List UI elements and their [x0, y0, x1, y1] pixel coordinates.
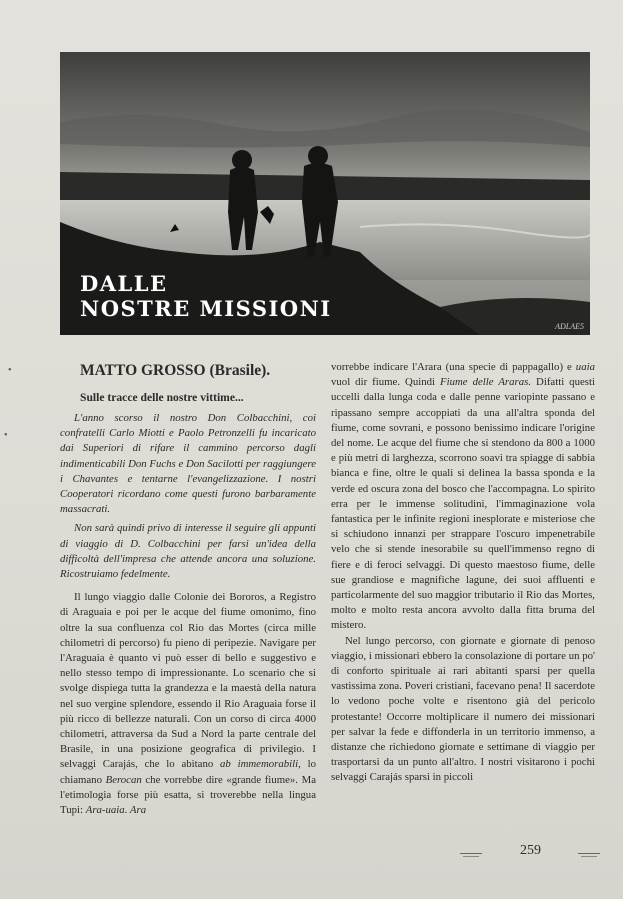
article-subtitle: Sulle tracce delle nostre vittime...	[80, 391, 244, 404]
banner-line-1: DALLE	[80, 271, 168, 296]
text-run: Difatti questi uccelli dalla lunga coda e dalle penne variopinte passano e ripassano sempre accoppiati da una all'altra sponda del fiume, come sovrani, e possono benissimo indicare l'origine del nome. Le acque del fiume che si stendono da 800 a 1000 e più metri di larghezza, scorrono soavi tra spiagge di sabbia bianca e fine, oltre le quali si delinea la bassa sponda e la verde ed oscura zona del bosco che l'accompagna. Lo spirito erra per le immense solitudini, l'immaginazione vola fantastica per le infinite regioni inesplorate e misteriose che si schiudono innanzi per strappare l'oscuro impenetrabile velo che si stende inesorabile su quell'immenso regno di fiere e di feroci selvaggi. Di questo maestoso fiume, delle sue grandiose e magnifiche lagune, dei suoi affluenti e particolarmente del suo maggior tributario il Rio das Mortes, molto e molto resta ancora avvolto dalla fitta bruma del mistero.	[331, 376, 595, 632]
photographer-signature: ADLAE5	[555, 322, 584, 331]
text-run: vuol dir fiume. Quindi	[331, 376, 436, 389]
section-banner-title	[80, 271, 332, 321]
text-run-italic: Ara-uaia. Ara	[85, 804, 147, 817]
intro-paragraph: Non sarà quindi privo di interesse il seguire gli appunti di viaggio di D. Colbacchini per farsi un'idea della difficoltà dell'impresa che attende ancora una soluzione. Ricostruiamo fedelmente.	[60, 522, 316, 581]
page-footer	[460, 843, 600, 863]
text-run-italic: ab immemorabili	[220, 758, 299, 771]
page-number: 259	[520, 843, 541, 858]
text-run: , lo chiamano	[60, 758, 317, 786]
intro-paragraph: L'anno scorso il nostro Don Colbacchini, coi confratelli Carlo Miotti e Paolo Petronzelli fu incaricato dai Superiori di rifare il cammino percorso dagli indimenticabili Don Fuchs e Don Sacilotti per raggiungere i Chavantes e tentarne l'evangelizzazione. I nostri Cooperatori ricordano come questi furono barbaramente massacrati.	[60, 412, 316, 516]
margin-mark: •	[8, 365, 12, 376]
region-heading: MATTO GROSSO (Brasile).	[80, 362, 271, 379]
article-column-left	[60, 360, 316, 818]
body-paragraph	[60, 590, 316, 818]
footer-ornament	[460, 853, 482, 854]
text-run-italic: Berocan	[105, 773, 142, 786]
article-column-right	[331, 360, 595, 786]
banner-line-2: NOSTRE MISSIONI	[80, 296, 332, 321]
text-run: vorrebbe indicare l'Arara (una specie di pappagallo) e	[331, 361, 572, 373]
text-run: che vorrebbe dire «grande fiume». Ma l'etimologia forse più esatta, si troverebbe nella lingua Tupi:	[60, 773, 316, 817]
body-paragraph: Nel lungo percorso, con giornate e giornate di penoso viaggio, i missionari ebbero la consolazione di portare un po' di conforto spirituale ai rari abitanti sparsi per quella vastissima zona. Poveri cristiani, facevano pena! Il sacerdote lo vedono poche volte e risentono già del pericolo protestante! Occorre moltiplicare il numero dei missionari per salvar la fede e diffonderla in un territorio immenso, a distanze che richiedono giornate e settimane di viaggio per trasportarsi da un punto all'altro. I nostri visitarono i pochi selvaggi Carajás sparsi in piccoli	[331, 634, 595, 784]
text-run-italic: Fiume delle Araras.	[440, 376, 532, 389]
text-run: Il lungo viaggio dalle Colonie dei Bororos, a Registro di Araguaia e poi per le acque del fiume omonimo, fino oltre la sua confluenza col Rio das Mortes (circa mille chilometri di percorso) fu pieno di peripezie. Navigare per l'Araguaia è quanto vi può esser di bello e suggestivo e nello stesso tempo di impressionante. Lo scenario che si svolge dispiega tutta la grandezza e la maestà della natura nel suo vergine splendore, essendo il Rio Araguaia forse il più ricco di bellezze naturali. Con un corso di circa 4000 chilometri, attraversa da Sud a Nord la parte centrale del Brasile, in una posizione geografica di privilegio. I selvaggi Carajás, che lo abitano	[60, 591, 316, 771]
text-run-italic: uaia	[575, 361, 595, 373]
header-photo	[60, 52, 590, 335]
body-paragraph	[331, 360, 595, 634]
margin-mark: •	[4, 430, 8, 441]
footer-ornament	[578, 853, 600, 854]
